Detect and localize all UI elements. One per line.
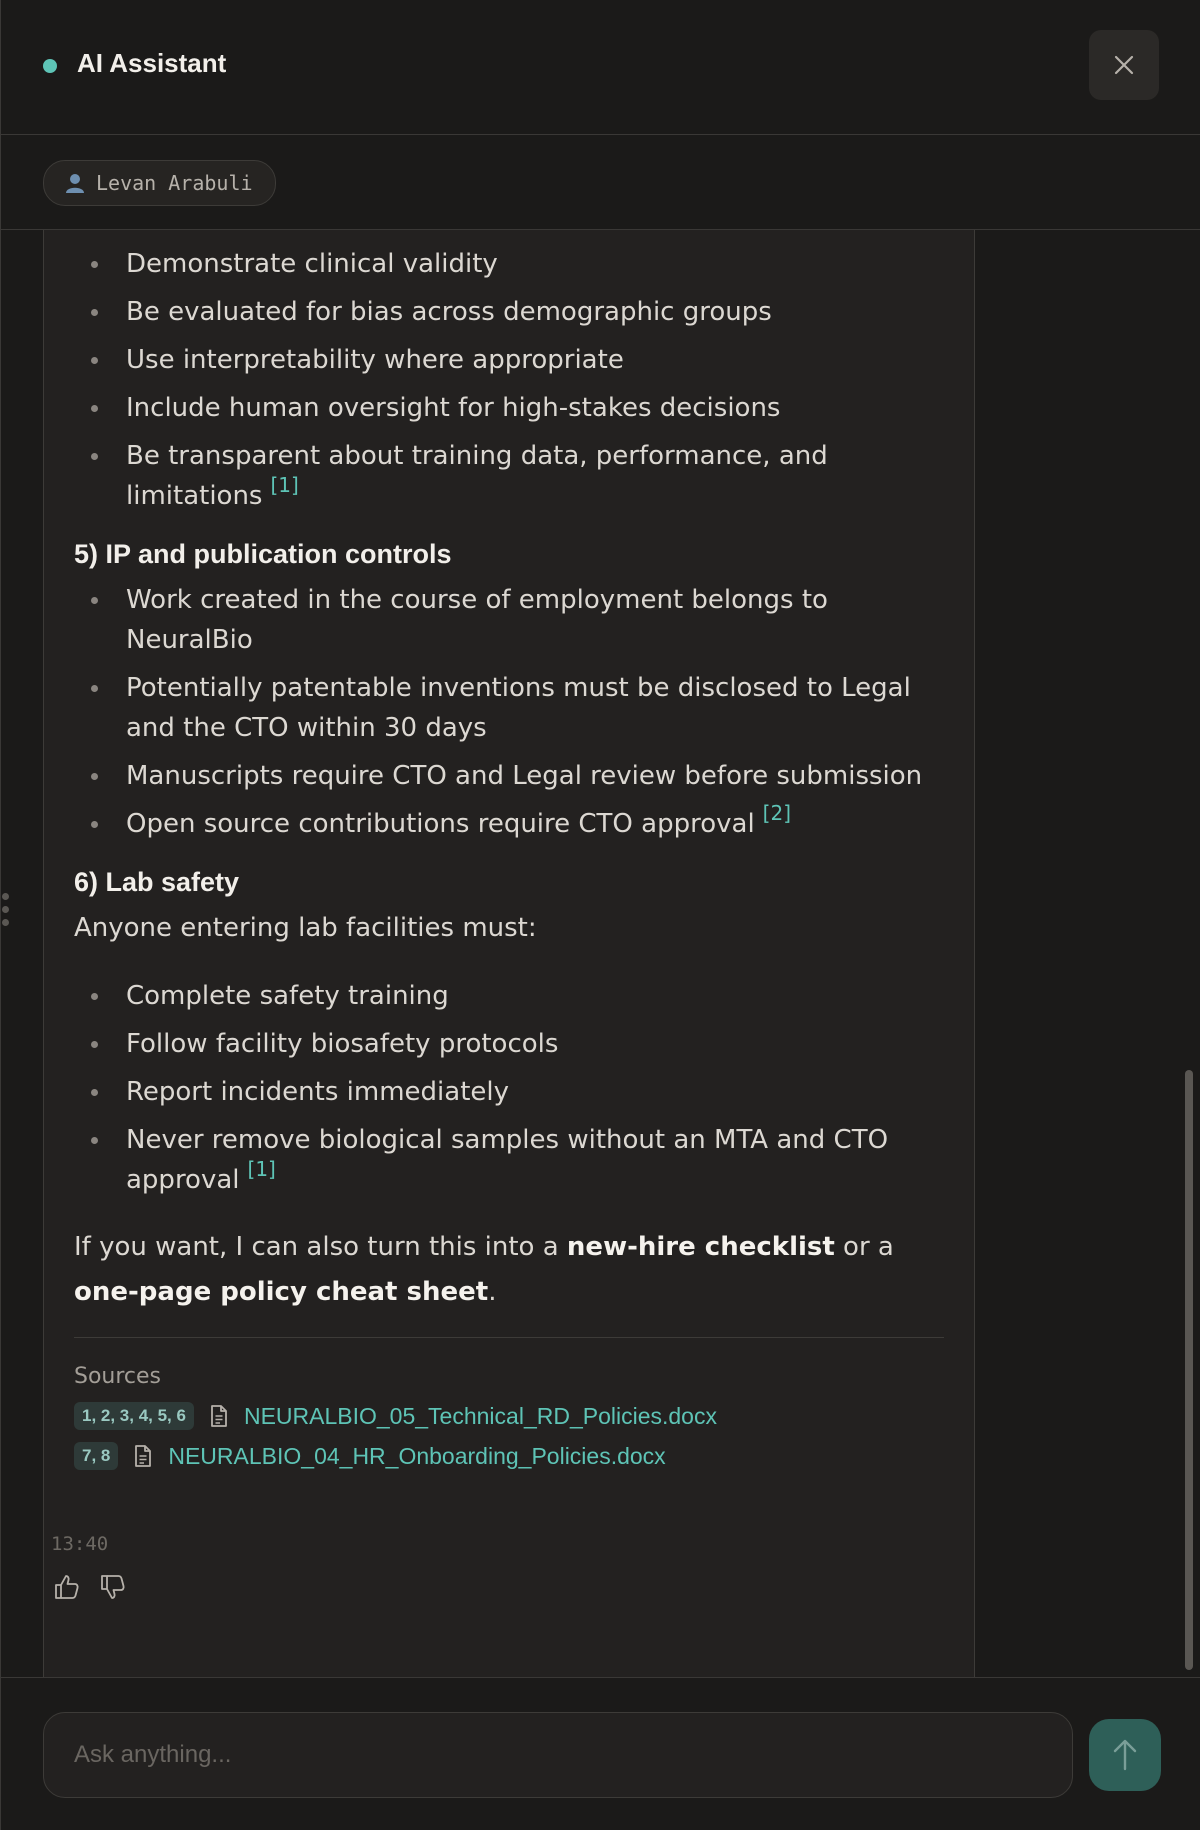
section-heading: 5) IP and publication controls [74,539,452,569]
list-item [74,388,944,428]
list-item-text: Follow facility biosafety protocols [126,1029,559,1059]
status-dot [43,59,57,73]
source-link[interactable]: NEURALBIO_05_Technical_RD_Policies.docx [243,1402,717,1429]
document-icon [132,1444,154,1468]
scrollbar-thumb[interactable] [1185,1070,1193,1670]
list-item-text: Demonstrate clinical validity [126,249,498,279]
thumbs-up-button[interactable] [53,1573,81,1601]
list-item [74,756,944,796]
closing-pre: If you want, I can also turn this into a [74,1232,567,1262]
list-item-text: Work created in the course of employment belongs to NeuralBio [126,585,828,655]
list-item [74,1120,944,1201]
list-item-text: Complete safety training [126,981,449,1011]
list-item-text: Report incidents immediately [126,1077,509,1107]
list-item-text: Be transparent about training data, performance, and limitations [126,441,828,511]
list-item [74,976,944,1016]
sources-label: Sources [74,1364,162,1389]
list-item [74,801,944,845]
assistant-message [43,230,975,1677]
list-item [74,668,944,748]
citation-link[interactable]: [1] [270,473,299,497]
list-item-text: Open source contributions require CTO approval [126,809,755,839]
source-refs-badge: 1, 2, 3, 4, 5, 6 [74,1402,194,1430]
list-item [74,340,944,380]
list-item [74,580,944,660]
send-button[interactable] [1089,1719,1161,1791]
user-row [1,135,1200,230]
list-item-text: Never remove biological samples without an MTA and CTO approval [126,1125,889,1195]
citation-link[interactable]: [2] [762,801,792,825]
close-icon [1113,54,1135,76]
thumbs-up-icon [53,1573,81,1601]
panel-title: AI Assistant [77,48,227,78]
source-link[interactable]: NEURALBIO_04_HR_Onboarding_Policies.docx [168,1442,666,1469]
composer [1,1677,1200,1830]
closing-post: . [488,1277,497,1307]
user-icon [64,172,86,194]
arrow-up-icon [1111,1738,1139,1772]
message-content [74,231,944,1473]
list-item-text: Potentially patentable inventions must be disclosed to Legal and the CTO within 30 days [126,673,911,743]
source-refs-badge: 7, 8 [74,1442,118,1470]
header [1,0,1200,135]
list-item-text: Use interpretability where appropriate [126,345,624,375]
section-intro: Anyone entering lab facilities must: [74,913,537,943]
message-timestamp: 13:40 [51,1533,109,1555]
list-item [74,1072,944,1112]
list-item [74,1024,944,1064]
closing-mid: or a [834,1232,894,1262]
sources-divider [74,1337,944,1338]
user-name: Levan Arabuli [96,171,253,195]
ask-input[interactable] [43,1712,1073,1798]
source-item [74,1439,944,1473]
closing-text [74,1225,944,1315]
list-item-text: Be evaluated for bias across demographic groups [126,297,772,327]
document-icon [208,1404,230,1428]
scrollbar[interactable] [1182,230,1196,1677]
feedback-actions [53,1573,127,1601]
bullet-list [74,976,944,1201]
list-item [74,244,944,284]
user-chip[interactable] [43,160,276,206]
bullet-list [74,580,944,845]
section-heading: 6) Lab safety [74,867,240,897]
resize-handle[interactable] [2,893,10,933]
message-list [1,230,1200,1677]
bullet-list [74,244,944,517]
thumbs-down-button[interactable] [99,1573,127,1601]
list-item-text: Include human oversight for high-stakes decisions [126,393,781,423]
list-item-text: Manuscripts require CTO and Legal review before submission [126,761,923,791]
closing-cheatsheet: one-page policy cheat sheet [74,1277,489,1307]
source-item [74,1399,944,1433]
closing-checklist: new-hire checklist [566,1232,835,1262]
thumbs-down-icon [99,1573,127,1601]
list-item [74,436,944,517]
close-button[interactable] [1089,30,1159,100]
list-item [74,292,944,332]
citation-link[interactable]: [1] [247,1157,276,1181]
